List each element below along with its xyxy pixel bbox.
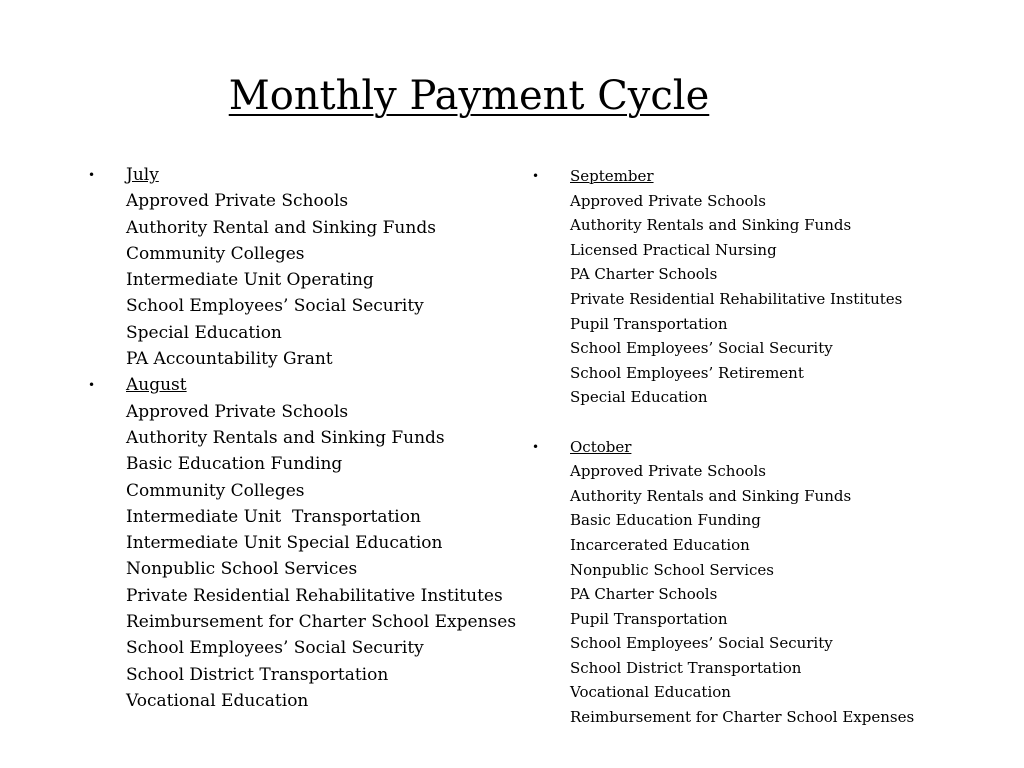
payment-list-july: [126, 188, 516, 372]
month-block-august: [86, 372, 516, 714]
month-block-september: [530, 164, 914, 410]
month-heading-september: September: [570, 167, 654, 185]
payment-item: Approved Private Schools: [570, 462, 767, 481]
payment-item: Community Colleges: [126, 243, 305, 264]
month-block-july: [86, 162, 516, 372]
payment-item: Community Colleges: [126, 480, 305, 501]
payment-item: Intermediate Unit Operating: [126, 270, 374, 291]
left-column: [86, 162, 516, 714]
payment-item: School Employees’ Social Security: [126, 638, 424, 659]
payment-item: PA Accountability Grant: [126, 349, 333, 370]
slide-title: Monthly Payment Cycle: [228, 73, 710, 119]
payment-item: Pupil Transportation: [570, 609, 728, 628]
payment-item: Nonpublic School Services: [126, 559, 358, 580]
payment-item: Authority Rentals and Sinking Funds: [126, 427, 445, 448]
payment-list-august: [126, 399, 516, 715]
payment-item: Authority Rentals and Sinking Funds: [570, 216, 852, 235]
bullet-icon: •: [88, 168, 96, 182]
payment-item: Authority Rental and Sinking Funds: [126, 217, 436, 238]
payment-item: Private Residential Rehabilitative Institutes: [126, 585, 503, 606]
payment-item: School Employees’ Social Security: [570, 634, 833, 653]
payment-list-october: [570, 459, 914, 730]
bullet-icon: •: [88, 378, 96, 393]
payment-item: Reimbursement for Charter School Expenses: [126, 612, 517, 633]
payment-item: Approved Private Schools: [570, 191, 767, 210]
payment-item: School District Transportation: [570, 658, 802, 677]
payment-item: Reimbursement for Charter School Expenses: [570, 708, 915, 727]
bullet-icon: •: [532, 439, 540, 454]
payment-item: PA Charter Schools: [570, 585, 718, 604]
payment-item: Incarcerated Education: [570, 535, 750, 554]
month-heading-july: July: [126, 165, 159, 185]
payment-item: Licensed Practical Nursing: [570, 240, 777, 259]
payment-item: Special Education: [570, 388, 708, 407]
payment-item: Special Education: [126, 322, 282, 343]
payment-item: Approved Private Schools: [126, 401, 349, 422]
payment-item: Intermediate Unit Special Education: [126, 533, 443, 554]
payment-item: Basic Education Funding: [126, 454, 343, 475]
payment-item: School District Transportation: [126, 664, 389, 685]
month-heading-august: August: [126, 375, 187, 396]
bullet-icon: •: [532, 169, 540, 183]
payment-item: Basic Education Funding: [570, 511, 761, 530]
month-heading-october: October: [570, 437, 632, 456]
right-column: [530, 164, 914, 730]
payment-item: Approved Private Schools: [126, 191, 349, 212]
payment-item: Vocational Education: [570, 683, 731, 702]
payment-item: Nonpublic School Services: [570, 560, 774, 579]
payment-list-september: [570, 189, 914, 410]
payment-item: Pupil Transportation: [570, 314, 728, 333]
payment-item: Private Residential Rehabilitative Institutes: [570, 289, 903, 308]
payment-item: PA Charter Schools: [570, 265, 718, 284]
payment-item: Intermediate Unit Transportation: [126, 506, 421, 527]
payment-item: Authority Rentals and Sinking Funds: [570, 486, 852, 505]
payment-item: Vocational Education: [126, 690, 309, 711]
payment-item: School Employees’ Social Security: [126, 296, 424, 317]
month-block-october: [530, 435, 914, 730]
payment-item: School Employees’ Social Security: [570, 339, 833, 358]
payment-item: School Employees’ Retirement: [570, 363, 804, 382]
